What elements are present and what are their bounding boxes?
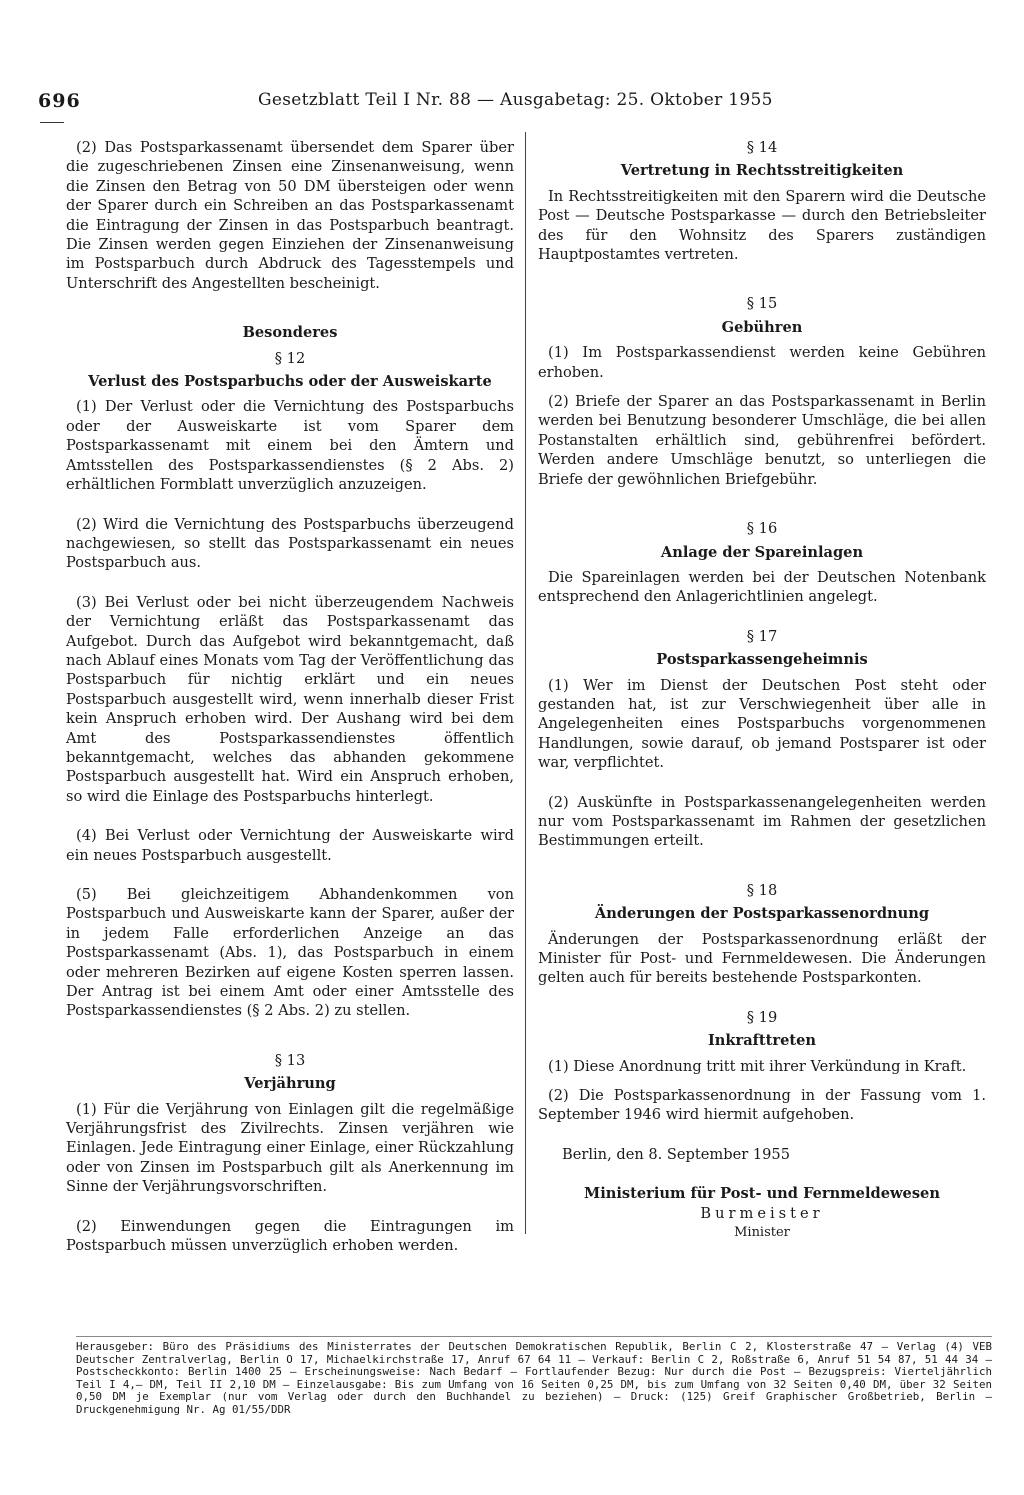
section-15-number: § 15 [746, 295, 778, 313]
section-19-title: Inkrafttreten [707, 1032, 817, 1050]
section-17-number: § 17 [746, 627, 778, 645]
paragraph-zinsen-2: (2) Das Postsparkassenamt übersendet dem Sparer über die zugeschriebenen Zinsen eine Zinsenanweisung, wenn die Zinsen den Betrag von 50 DM übersteigen oder wenn der Sparer durch ein Schreiben an das Postsparkassenamt die Eintragung der Zinsen in das Postsparbuch beantragt. Die Zinsen werden gegen Einziehen der Zinsenanweisung im Postsparbuch durch Abdruck des Tagesstempels und Unterschrift des Angestellten bescheinigt. [66, 139, 514, 292]
section-18-number: § 18 [746, 881, 778, 899]
section-14-title: Vertretung in Rechtsstreitigkeiten [620, 162, 904, 180]
section-16-number: § 16 [746, 520, 778, 538]
section-16-title: Anlage der Spareinlagen [660, 543, 864, 561]
section-15-paragraph-1: (1) Im Postsparkassendienst werden keine Gebühren erhoben. [538, 344, 986, 381]
section-15-paragraph-2: (2) Briefe der Sparer an das Postsparkassenamt in Berlin werden bei Benutzung besonderer Umschläge, die bei allen Postanstalten erhältlich sind, gebührenfrei befördert. Werden andere Umschläge benutzt, so unterliegen die Briefe der gewöhnlichen Briefgebühr. [538, 393, 986, 488]
header-tick [40, 122, 64, 123]
section-12-paragraph-2: (2) Wird die Vernichtung des Postsparbuchs überzeugend nachgewiesen, so stellt das Postsparkassenamt ein neues Postsparbuch aus. [66, 515, 514, 572]
section-17-paragraph-2: (2) Auskünfte in Postsparkassenangelegenheiten werden nur vom Postsparkassenamt im Rahmen der gesetzlichen Bestimmungen erteilt. [538, 793, 986, 850]
section-18-paragraph-1: Änderungen der Postsparkassenordnung erläßt der Minister für Post- und Fernmeldewesen. Die Änderungen gelten auch für bereits bestehende Postsparkonten. [538, 930, 986, 987]
section-17-title: Postsparkassengeheimnis [656, 651, 868, 669]
section-14-paragraph-1: In Rechtsstreitigkeiten mit den Sparern wird die Deutsche Post — Deutsche Postsparkasse — durch den Betriebsleiter des für den Wohnsitz des Sparers zuständigen Hauptpostamtes vertreten. [538, 187, 986, 264]
section-18-title: Änderungen der Postsparkassenordnung [594, 905, 930, 923]
column-divider [525, 132, 526, 1234]
section-19-paragraph-2: (2) Die Postsparkassenordnung in der Fassung vom 1. September 1946 wird hiermit aufgehoben. [538, 1087, 986, 1124]
section-14-number: § 14 [746, 139, 778, 156]
section-13-paragraph-1: (1) Für die Verjährung von Einlagen gilt die regelmäßige Verjährungsfrist des Zivilrechts. Zinsen verjähren wie Einlagen. Jede Eintragung einer Einlage, einer Rückzahlung oder von Zinsen im Postsparbuch gilt als Anerkennung im Sinne der Verjährungsvorschriften. [66, 1100, 514, 1196]
page-number: 696 [38, 90, 81, 112]
signatory-name: Burmeister [700, 1204, 824, 1222]
signatory-role: Minister [734, 1225, 790, 1241]
section-13-paragraph-2: (2) Einwendungen gegen die Eintragungen im Postsparbuch müssen unverzüglich erhoben werden. [66, 1217, 514, 1255]
section-17-paragraph-1: (1) Wer im Dienst der Deutschen Post steht oder gestanden hat, ist zur Verschwiegenheit über alle in Angelegenheiten eines Postsparbuchs vorgenommenen Handlungen, sowie darauf, ob jemand Postsparer ist oder war, verpflichtet. [538, 676, 986, 772]
section-12-paragraph-1: (1) Der Verlust oder die Vernichtung des Postsparbuchs oder der Ausweiskarte ist vom Sparer dem Postsparkassenamt mit einem bei den Ämtern und Amtsstellen des Postsparkassendienstes (§ 2 Abs. 2) erhältlichen Formblatt unverzüglich anzuzeigen. [66, 398, 514, 494]
section-15-title: Gebühren [721, 318, 803, 336]
page-header [38, 90, 988, 116]
right-column [538, 138, 986, 1242]
section-13-number: § 13 [274, 1051, 306, 1069]
section-12-paragraph-5: (5) Bei gleichzeitigem Abhandenkommen von Postsparbuch und Ausweiskarte kann der Sparer, außer der in jedem Falle erforderlichen Anzeige an das Postsparkassenamt (Abs. 1), das Postsparbuch in einem oder mehreren Bezirken auf eigene Kosten sperren lassen. Der Antrag ist bei einem Amt oder einer Amtsstelle des Postsparkassendienstes (§ 2 Abs. 2) zu stellen. [66, 886, 514, 1020]
section-16-paragraph-1: Die Spareinlagen werden bei der Deutschen Notenbank entsprechend den Anlagerichtlinien angelegt. [538, 568, 986, 606]
section-12-paragraph-4: (4) Bei Verlust oder Vernichtung der Ausweiskarte wird ein neues Postsparbuch ausgestellt. [66, 827, 514, 864]
ministry-name: Ministerium für Post- und Fernmeldewesen [584, 1185, 940, 1203]
section-12-number: § 12 [274, 349, 306, 367]
section-12-paragraph-3: (3) Bei Verlust oder bei nicht überzeugendem Nachweis der Vernichtung erläßt das Postsparkassenamt das Aufgebot. Durch das Aufgebot wird bekanntgemacht, daß nach Ablauf eines Monats vom Tag der Veröffentlichung das Postsparbuch für nichtig erklärt und ein neues Postsparbuch ausgestellt wird, wenn innerhalb dieser Frist kein Anspruch erhoben wird. Der Aushang wird bei dem Amt des Postsparkassendienstes öffentlich bekanntgemacht, welches das abhanden gekommene Postsparbuch ausgestellt hat. Wird ein Anspruch erhoben, so wird die Einlage des Postsparbuchs hinterlegt. [66, 593, 514, 805]
section-19-paragraph-1: (1) Diese Anordnung tritt mit ihrer Verkündung in Kraft. [548, 1057, 967, 1075]
section-13-title: Verjährung [244, 1075, 336, 1093]
section-19-number: § 19 [746, 1008, 778, 1026]
left-column [66, 138, 514, 1256]
section-12-title: Verlust des Postsparbuchs oder der Ausweiskarte [88, 373, 492, 391]
publisher-imprint: Herausgeber: Büro des Präsidiums des Ministerrates der Deutschen Demokratischen Republik, Berlin C 2, Klosterstraße 47 — Verlag (4) VEB Deutscher Zentralverlag, Berlin O 17, Michaelkirchstraße 17, Anruf 67 64 11 — Verkauf: Berlin C 2, Roßstraße 6, Anruf 51 54 87, 51 44 34 — Postscheckkonto: Berlin 1400 25 — Erscheinungsweise: Nach Bedarf — Fortlaufender Bezug: Nur durch die Post — Bezugspreis: Vierteljährlich Teil I 4,— DM, Teil II 2,10 DM — Einzelausgabe: Bis zum Umfang von 16 Seiten 0,25 DM, bis zum Umfang von 32 Seiten 0,40 DM, über 32 Seiten 0,50 DM je Exemplar (nur vom Verlag oder durch den Buchhandel zu beziehen) — Druck: (125) Greif Graphischer Großbetrieb, Berlin — Druckgenehmigung Nr. Ag 01/55/DDR [76, 1336, 992, 1417]
running-title: Gesetzblatt Teil I Nr. 88 — Ausgabetag: 25. Oktober 1955 [258, 90, 773, 110]
heading-besonderes: Besonderes [242, 324, 338, 342]
date-line: Berlin, den 8. September 1955 [562, 1145, 790, 1163]
